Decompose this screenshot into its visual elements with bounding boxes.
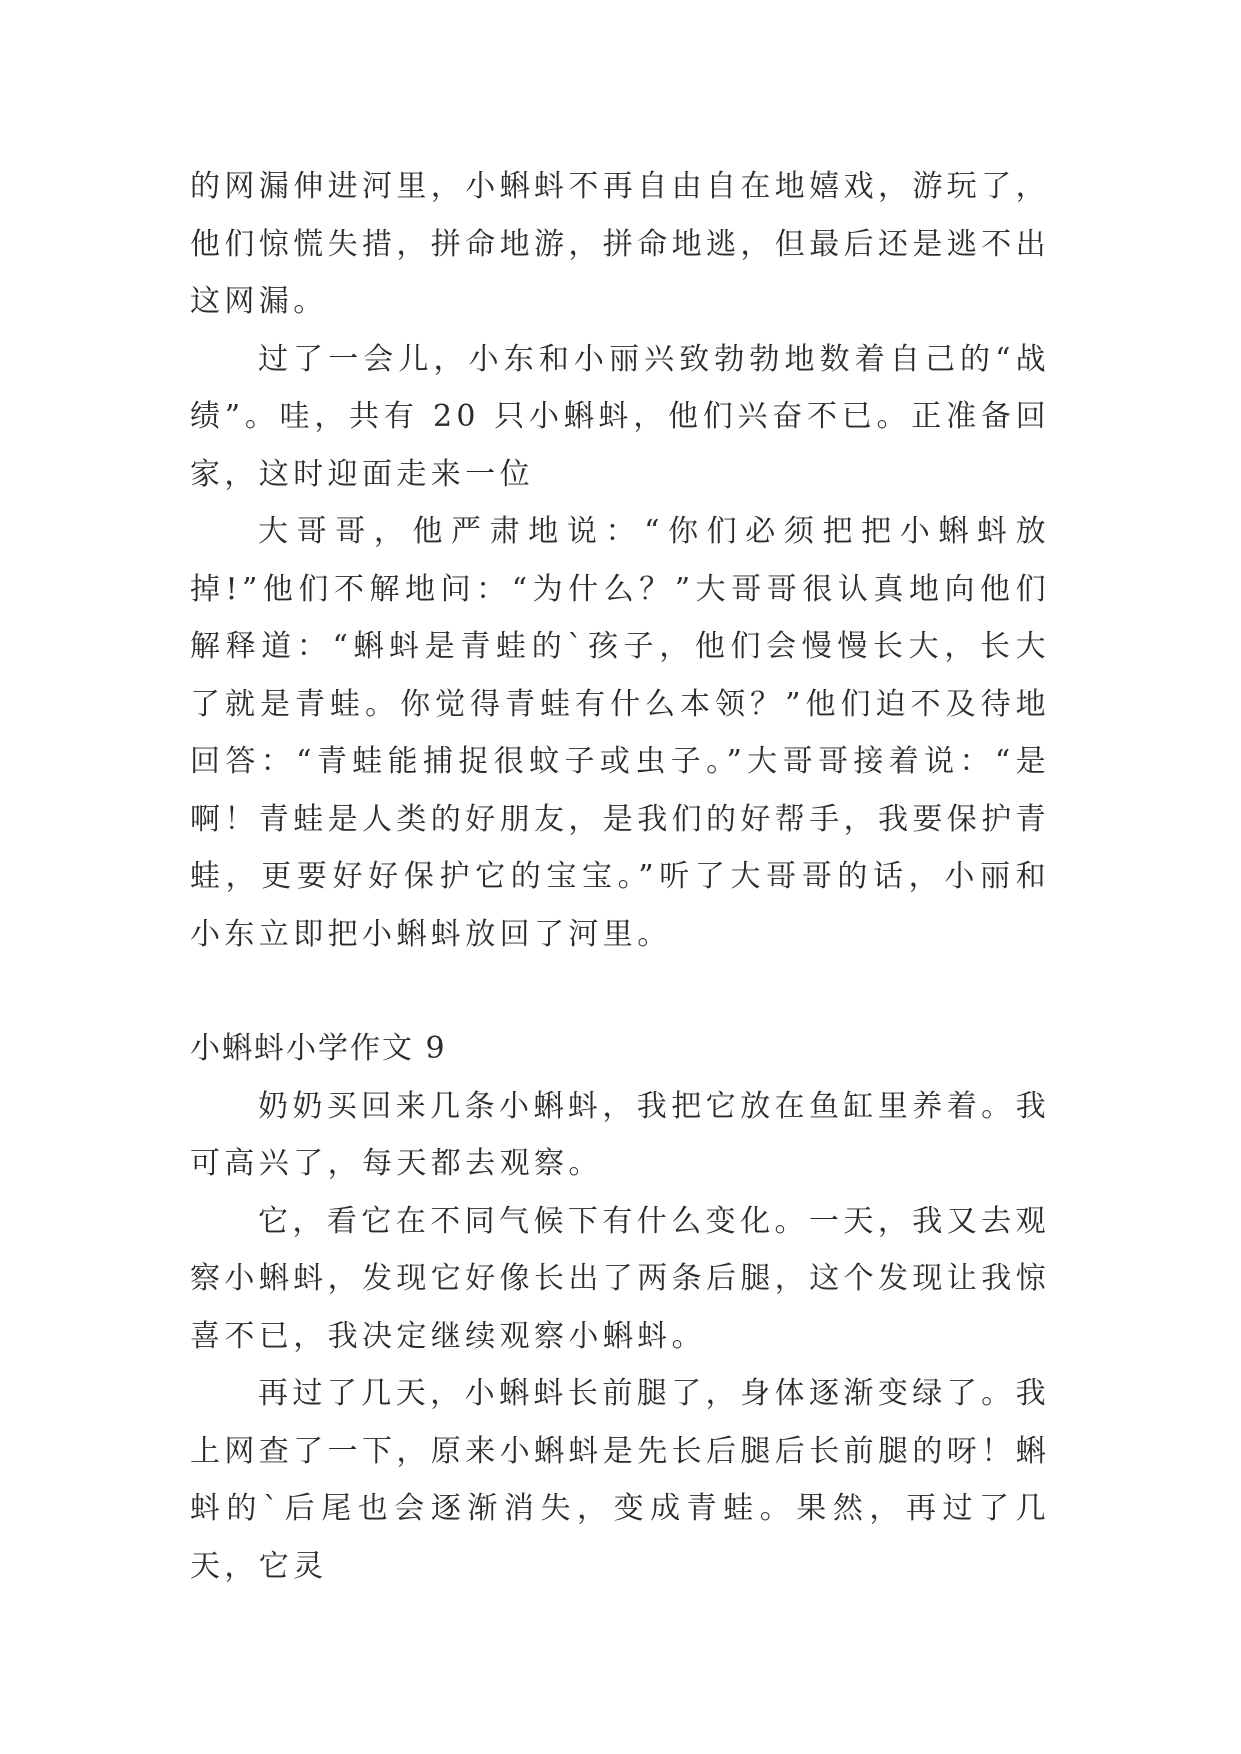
section-title: 小蝌蚪小学作文 9 (190, 1031, 447, 1066)
paragraph-net-continuation: 的网漏伸进河里，小蝌蚪不再自由自在地嬉戏，游玩了，他们惊慌失措，拼命地游，拼命地逃，但最后还是逃不出这网漏。 (190, 169, 1050, 319)
document-body (190, 158, 1050, 1595)
paragraph-observe-changes: 它，看它在不同气候下有什么变化。一天，我又去观察小蝌蚪，发现它好像长出了两条后腿，这个发现让我惊喜不已，我决定继续观察小蝌蚪。 (190, 1203, 1050, 1354)
paragraph-grandma-bought: 奶奶买回来几条小蝌蚪，我把它放在鱼缸里养着。我可高兴了，每天都去观察。 (190, 1088, 1050, 1181)
paragraph-big-brother: 大哥哥，他严肃地说：“你们必须把把小蝌蚪放掉!”他们不解地问：“为什么？”大哥哥很认真地向他们解释道：“蝌蚪是青蛙的`孩子，他们会慢慢长大，长大了就是青蛙。你觉得青蛙有什么本领？”他们迫不及待地回答：“青蛙能捕捉很蚊子或虫子。”大哥哥接着说：“是啊！青蛙是人类的好朋友，是我们的好帮手，我要保护青蛙，更要好好保护它的宝宝。”听了大哥哥的话，小丽和小东立即把小蝌蚪放回了河里。 (190, 514, 1050, 952)
paragraph-counting-tadpoles: 过了一会儿，小东和小丽兴致勃勃地数着自己的“战绩”。哇，共有 20 只小蝌蚪，他们兴奋不已。正准备回家，这时迎面走来一位 (190, 341, 1050, 492)
section-gap (190, 963, 1050, 1020)
paragraph-front-legs: 再过了几天，小蝌蚪长前腿了，身体逐渐变绿了。我上网查了一下，原来小蝌蚪是先长后腿后长前腿的呀！蝌蚪的`后尾也会逐渐消失，变成青蛙。果然，再过了几天，它灵 (190, 1376, 1050, 1584)
